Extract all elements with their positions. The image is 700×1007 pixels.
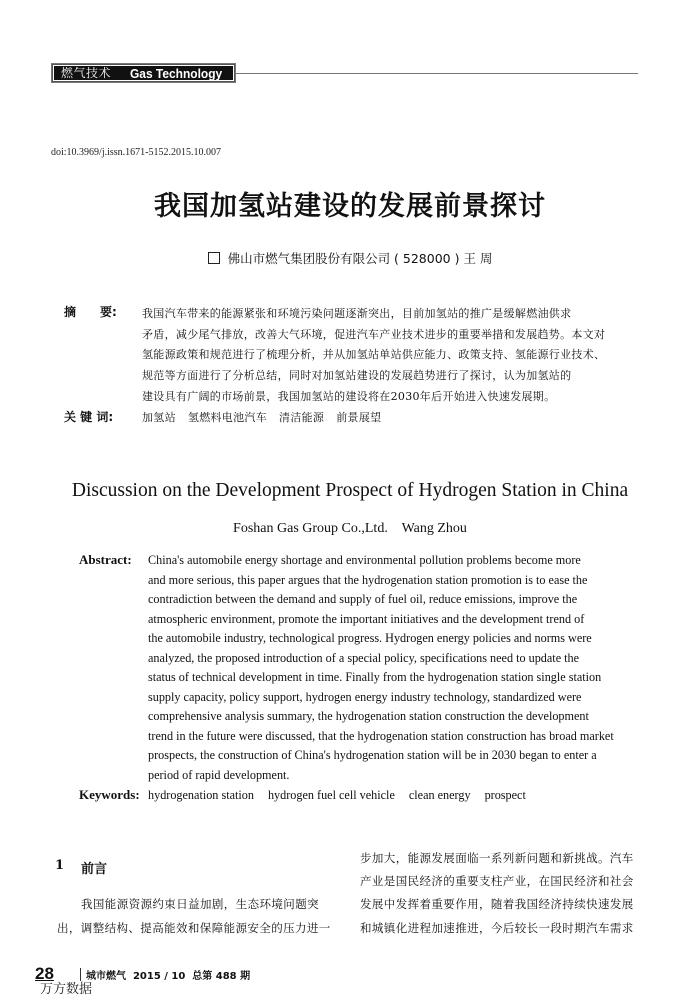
abstract-en-line: trend in the future were discussed, that the hydrogenation station construction has broad market (148, 729, 614, 743)
page-number: 28 (35, 964, 54, 983)
body-text-line: 步加大，能源发展面临一系列新问题和新挑战。汽车 (360, 851, 634, 865)
abstract-cn-line: 氢能源政策和规范进行了梳理分析，并从加氢站单站供应能力、政策支持、氢能源行业技术、 (142, 348, 606, 361)
section-header-bar (52, 64, 235, 82)
journal-info: 城市燃气 2015 / 10 总第 488 期 (86, 971, 251, 982)
body-text-line: 出，调整结构、提高能效和保障能源安全的压力进一 (57, 921, 331, 935)
section-number: 1 (55, 858, 65, 873)
keyword-cn: 清洁能源 (279, 411, 325, 424)
title-cn: 我国加氢站建设的发展前景探讨 (154, 191, 546, 222)
abstract-en-line: and more serious, this paper argues that the hydrogenation station promotion is to ease the (148, 573, 588, 587)
author-cn-text: 佛山市燃气集团股份有限公司 ( 528000 ) 王 周 (227, 251, 493, 266)
doi: doi:10.3969/j.issn.1671-5152.2015.10.007 (51, 147, 222, 158)
abstract-en-line: period of rapid development. (148, 768, 290, 782)
body-text-line: 我国能源资源约束日益加剧，生态环境问题突 (81, 897, 319, 911)
keyword-en: hydrogen fuel cell vehicle (267, 788, 395, 802)
abstract-cn-line: 建设具有广阔的市场前景，我国加氢站的建设将在2030年后开始进入快速发展期。 (142, 390, 556, 403)
keywords-cn-label: 关 键 词: (64, 410, 114, 424)
abstract-en-line: atmospheric environment, promote the important initiatives and the development trend of (148, 612, 585, 626)
keyword-cn: 氢燃料电池汽车 (187, 411, 268, 424)
keywords-en-label: Keywords: (79, 787, 140, 802)
body-text-line: 产业是国民经济的重要支柱产业，在国民经济和社会 (360, 874, 634, 888)
abstract-en-line: prospects, the construction of China's hydrogenation station will be in 2030 began to enter a (148, 748, 597, 762)
abstract-en-label: Abstract: (79, 552, 132, 567)
keyword-cn: 前景展望 (336, 411, 382, 424)
title-en: Discussion on the Development Prospect of Hydrogen Station in China (71, 480, 629, 501)
abstract-cn-line: 规范等方面进行了分析总结，同时对加氢站建设的发展趋势进行了探讨，认为加氢站的 (142, 369, 572, 382)
author-en: Foshan Gas Group Co.,Ltd. Wang Zhou (233, 521, 467, 536)
body-text-line: 和城镇化进程加速推进，今后较长一段时期汽车需求 (360, 921, 634, 935)
section-label-cn: 燃气技术 (61, 66, 112, 80)
abstract-en-line: status of technical development in time. Finally from the hydrogenation station single station (148, 670, 602, 684)
keywords-cn-list (142, 409, 381, 425)
square-bullet-icon (208, 252, 220, 264)
abstract-cn-line: 我国汽车带来的能源紧张和环境污染问题逐渐突出，目前加氢站的推广是缓解燃油供求 (142, 307, 572, 320)
abstract-en-line: supply capacity, policy support, hydrogen energy industry technology, standardized were (148, 690, 582, 704)
keyword-en: hydrogenation station (148, 788, 254, 802)
header-rule (235, 73, 638, 74)
keyword-cn: 加氢站 (142, 411, 176, 424)
abstract-cn-label: 摘 要: (64, 305, 117, 319)
abstract-en-line: China's automobile energy shortage and environmental pollution problems become more (148, 553, 581, 567)
abstract-en-line: the automobile industry, technological progress. Hydrogen energy policies and norms were (148, 631, 592, 645)
abstract-cn-line: 矛盾，减少尾气排放，改善大气环境，促进汽车产业技术进步的重要举措和发展趋势。本文对 (142, 328, 606, 341)
body-text-line: 发展中发挥着重要作用，随着我国经济持续快速发展 (360, 897, 634, 911)
keyword-en: clean energy (408, 788, 471, 802)
watermark: 万方数据 (40, 982, 93, 997)
section-title: 前言 (81, 862, 108, 877)
author-cn (0, 249, 700, 267)
abstract-en-line: analyzed, the proposed introduction of a special policy, specifications need to update the (148, 651, 580, 665)
keyword-en: prospect (484, 788, 526, 802)
abstract-en-line: comprehensive analysis summary, the hydrogenation station construction the development (148, 709, 589, 723)
keywords-en-list (148, 788, 526, 803)
abstract-en-line: contradiction between the demand and supply of fuel oil, reduce emissions, improve the (148, 592, 578, 606)
section-label-en: Gas Technology (130, 66, 223, 81)
